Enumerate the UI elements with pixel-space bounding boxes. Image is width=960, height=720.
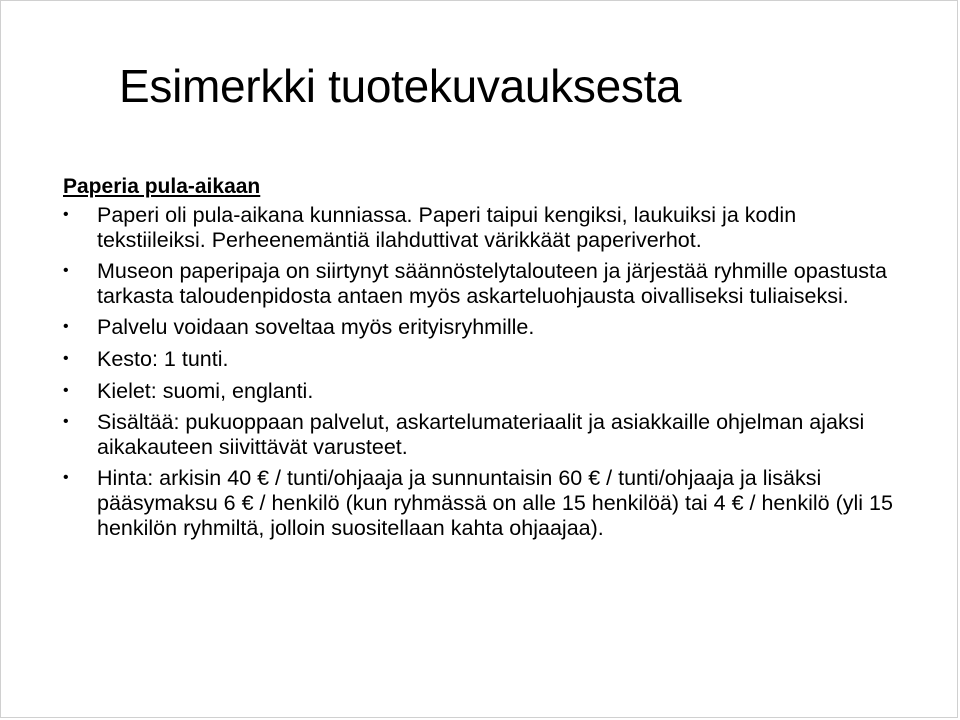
bullet-text: Palvelu voidaan soveltaa myös erityisryhmille. — [97, 315, 535, 340]
bullet-text: Hinta: arkisin 40 € / tunti/ohjaaja ja sunnuntaisin 60 € / tunti/ohjaaja ja lisäksi pääsymaksu 6 € / henkilö (kun ryhmässä on alle 15 henkilöä) tai 4 € / henkilö (yli 15 henkilön ryhmiltä, jolloin suositellaan kahta ohjaajaa). — [97, 466, 893, 540]
bullet-text: Sisältää: pukuoppaan palvelut, askartelumateriaalit ja asiakkaille ohjelman ajaksi aikakauteen siivittävät varusteet. — [97, 410, 865, 459]
section-heading: Paperia pula-aikaan — [63, 175, 261, 198]
bullet-item — [63, 466, 903, 540]
bullet-icon: • — [63, 381, 69, 399]
bullet-icon: • — [63, 469, 69, 487]
slide-content — [63, 173, 903, 547]
bullet-item — [63, 259, 903, 308]
bullet-text: Museon paperipaja on siirtynyt säännöstelytalouteen ja järjestää ryhmille opastusta tarkasta taloudenpidosta antaen myös askarteluohjausta oivalliseksi tuliaiseksi. — [97, 259, 887, 308]
bullet-item — [63, 379, 903, 404]
bullet-text: Kesto: 1 tunti. — [97, 346, 229, 371]
bullet-icon: • — [63, 413, 69, 431]
bullet-text: Kielet: suomi, englanti. — [97, 378, 314, 403]
bullet-item — [63, 410, 903, 459]
bullet-item — [63, 315, 903, 340]
bullet-list — [63, 203, 903, 540]
bullet-icon: • — [63, 349, 69, 367]
bullet-icon: • — [63, 262, 69, 280]
bullet-icon: • — [63, 206, 69, 223]
bullet-text: Paperi oli pula-aikana kunniassa. Paperi taipui kengiksi, laukuiksi ja kodin tekstiileiksi. Perheenemäntiä ilahduttivat värikkäät paperiverhot. — [97, 203, 797, 252]
bullet-item — [63, 347, 903, 372]
bullet-icon: • — [63, 318, 69, 336]
bullet-item — [63, 203, 903, 252]
slide-title: Esimerkki tuotekuvauksesta — [119, 60, 682, 112]
